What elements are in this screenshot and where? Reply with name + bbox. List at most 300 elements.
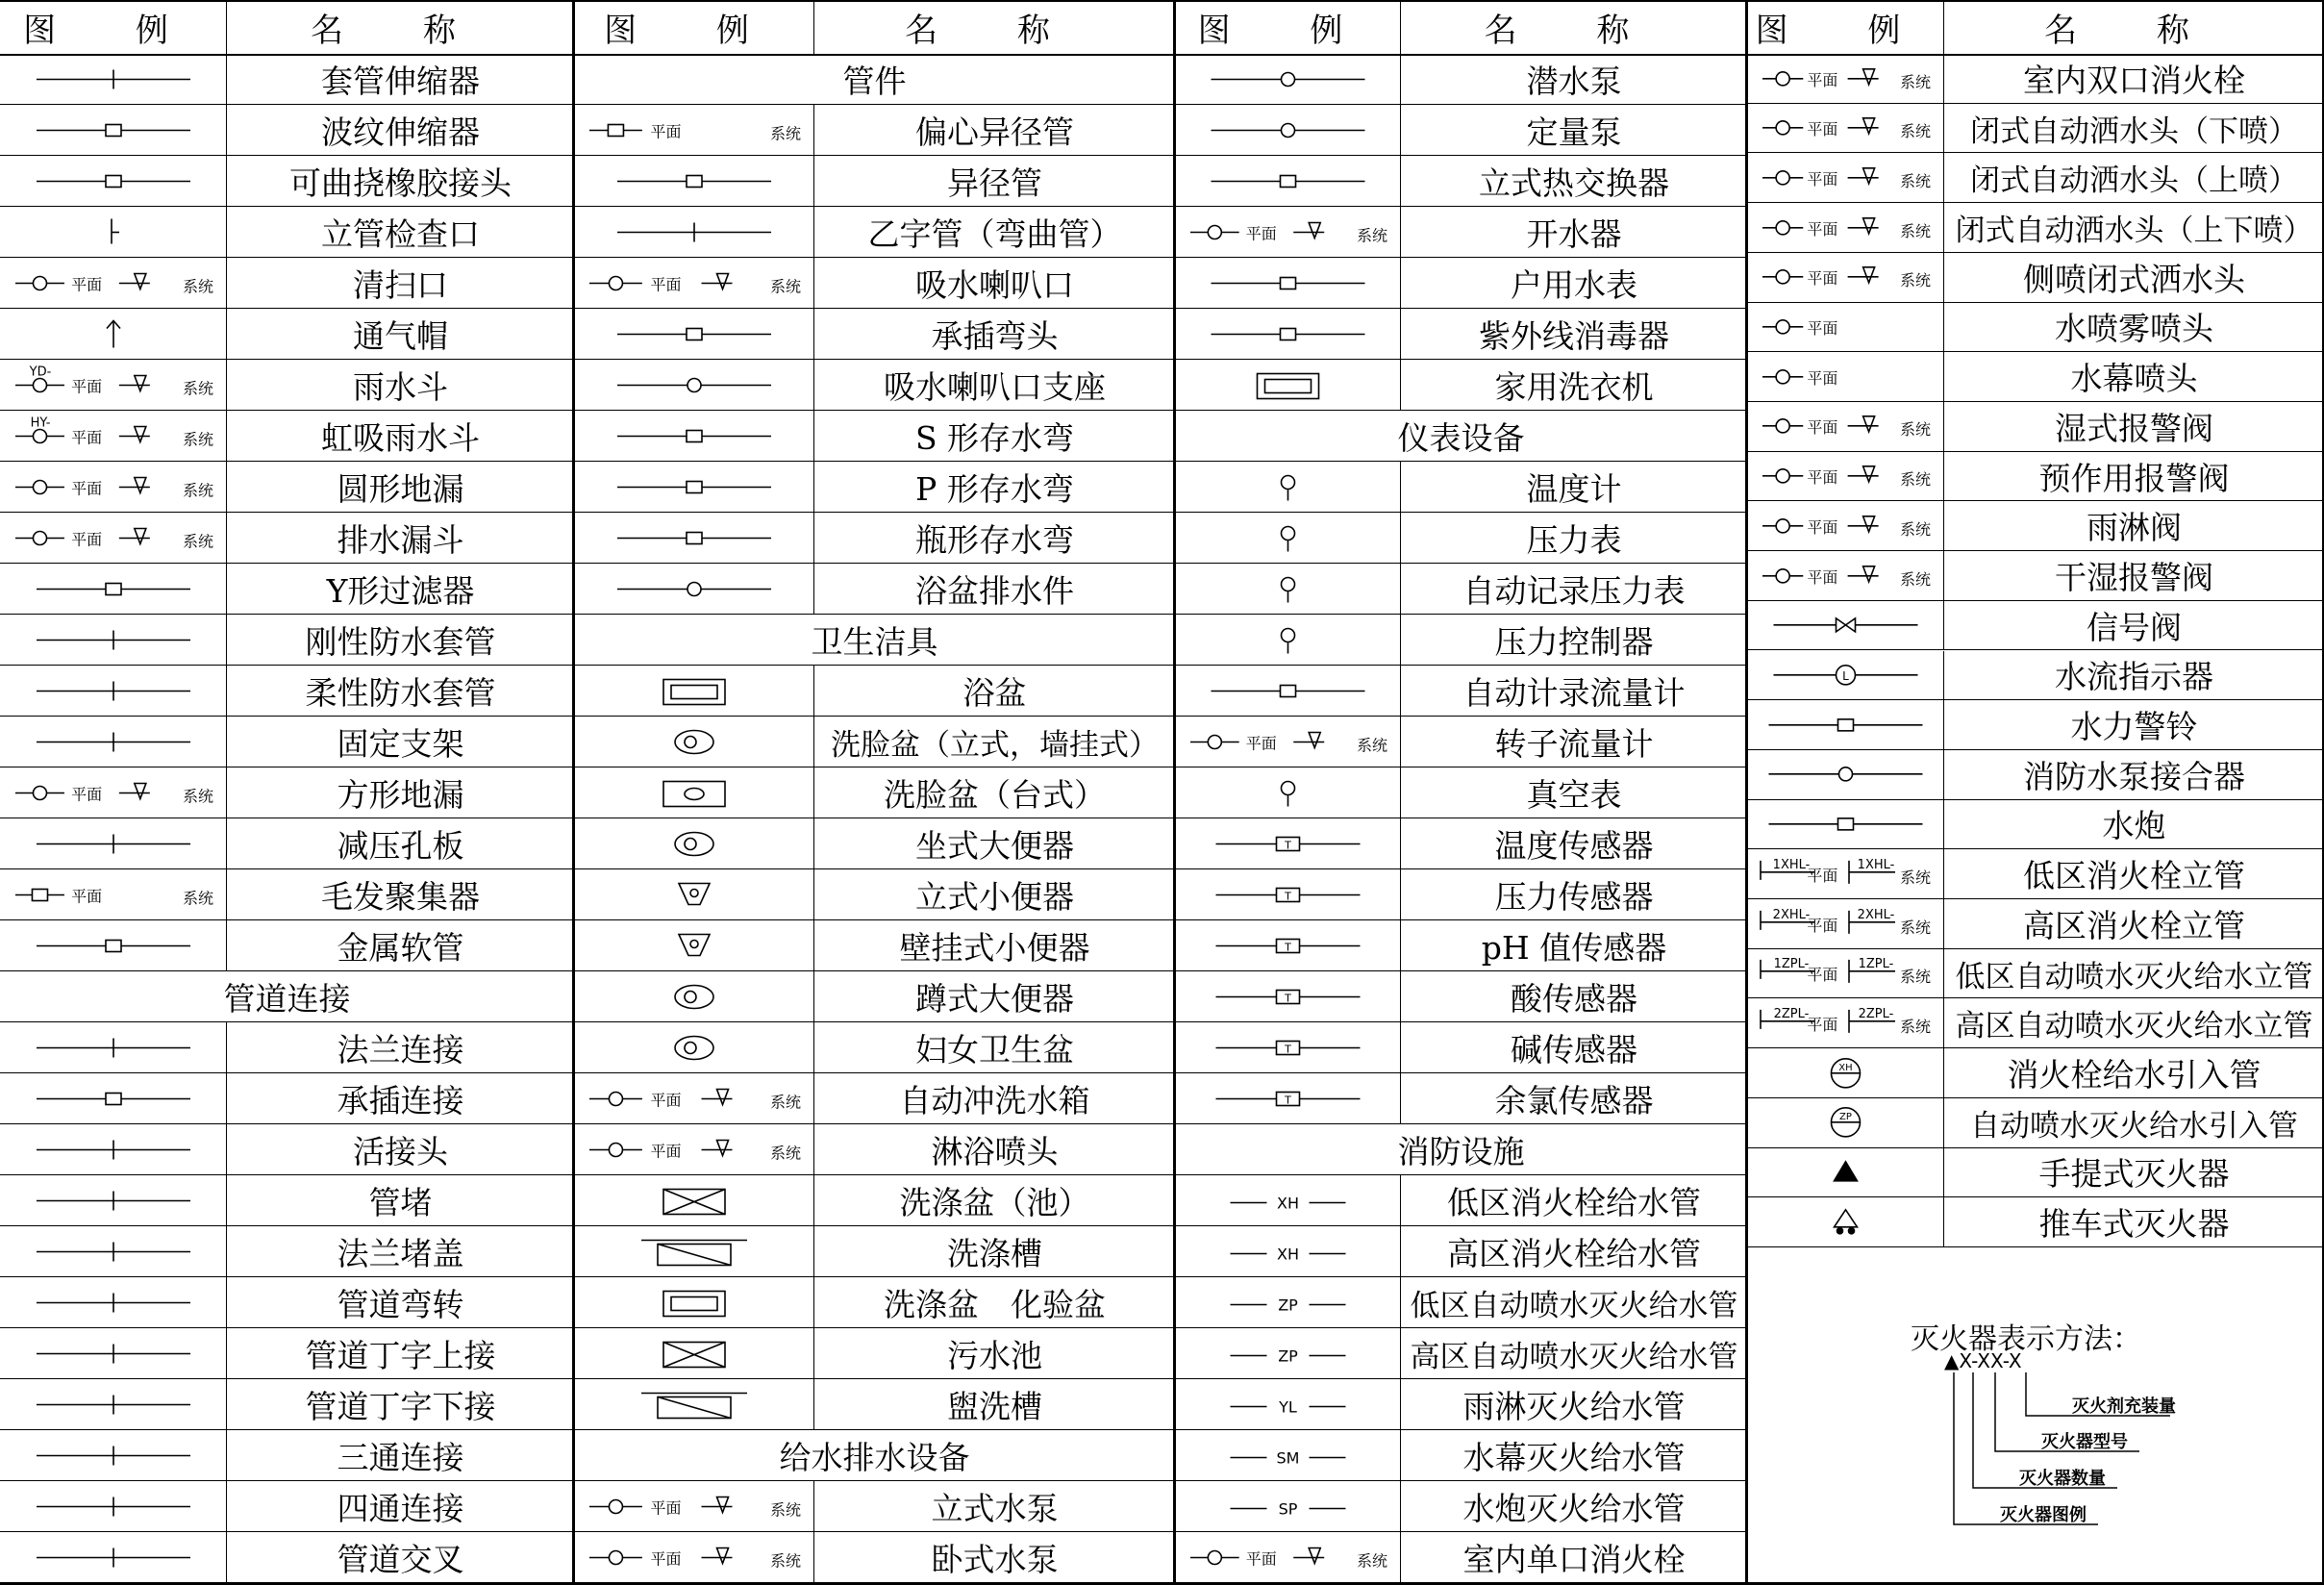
rain-hopper-icon [0, 360, 227, 410]
item-name: 法兰堵盖 [337, 1234, 464, 1272]
item-name: pH 值传感器 [1481, 928, 1667, 967]
legend-row [1175, 1532, 1747, 1583]
svg-text:系统: 系统 [1356, 736, 1387, 754]
squat-toilet-icon [574, 971, 814, 1021]
item-name: 承插连接 [337, 1081, 464, 1120]
pedestal-basin-icon [574, 717, 814, 767]
legend-row [1747, 104, 2324, 154]
legend-row [574, 1073, 1175, 1124]
svg-text:XH: XH [1837, 1062, 1853, 1073]
tee-connection-icon [0, 1430, 227, 1480]
deluge-valve-icon [1747, 501, 1944, 550]
legend-row [0, 1277, 574, 1328]
signal-valve-icon [1747, 601, 1944, 650]
item-name: 洗涤盆 化验盆 [884, 1285, 1106, 1323]
legend-row [574, 971, 1175, 1022]
svg-text:HY-: HY- [30, 415, 50, 430]
flow-indicator-icon [1747, 651, 1944, 700]
svg-text:系统: 系统 [1899, 271, 1931, 290]
item-name: 压力传感器 [1494, 877, 1654, 916]
legend-row [0, 1226, 574, 1277]
notation-leader-lines [1747, 1247, 2324, 1584]
svg-text:T: T [1284, 1094, 1291, 1106]
svg-text:平面: 平面 [70, 785, 102, 803]
inlet-pipe-icon [1747, 1048, 1944, 1097]
wall-urinal-icon [574, 920, 814, 970]
svg-text:平面: 平面 [649, 1549, 681, 1568]
item-name: 真空表 [1526, 775, 1622, 814]
wet-alarm-valve-icon [1747, 402, 1944, 451]
svg-text:平面: 平面 [1806, 368, 1837, 388]
notation-label: 灭火器图例 [2000, 1505, 2087, 1525]
item-name: 异径管 [947, 164, 1042, 202]
item-name: 承插弯头 [931, 316, 1059, 355]
item-name: 三通连接 [337, 1438, 464, 1476]
bidet-icon [574, 1022, 814, 1072]
sink-icon [574, 1175, 814, 1225]
legend-row [1747, 501, 2324, 551]
svg-text:系统: 系统 [182, 532, 213, 550]
item-name: 转子流量计 [1494, 724, 1654, 763]
item-name: 盥洗槽 [947, 1387, 1042, 1425]
item-name: 湿式报警阀 [2055, 409, 2213, 447]
svg-text:系统: 系统 [769, 277, 801, 295]
dry-wet-valve-icon [1747, 551, 1944, 600]
legend-row [1175, 818, 1747, 869]
metering-pump-icon [1175, 105, 1401, 155]
legend-row [0, 1481, 574, 1532]
thermometer-icon [1175, 462, 1401, 512]
legend-row [1747, 651, 2324, 701]
legend-row [1175, 207, 1747, 258]
legend-row [0, 156, 574, 207]
item-name: 蹲式大便器 [915, 979, 1074, 1018]
item-name: 自动冲洗水箱 [899, 1081, 1090, 1120]
bottle-trap-icon [574, 513, 814, 563]
legend-row [0, 105, 574, 156]
legend-row [0, 1073, 574, 1124]
section-title: 消防设施 [1397, 1132, 1525, 1170]
pipe-code-icon [1175, 1175, 1401, 1225]
item-name: 闭式自动洒水头（下喷） [1970, 113, 2298, 149]
bathtub-icon [574, 666, 814, 716]
square-floor-drain-icon [0, 767, 227, 818]
upright-sprinkler-icon [1747, 153, 1944, 202]
item-name: 低区自动喷水灭火给水立管 [1955, 959, 2313, 994]
socket-connection-icon [0, 1073, 227, 1123]
legend-row [0, 207, 574, 258]
bellows-expansion-joint-icon [0, 105, 227, 155]
item-name: 高区自动喷水灭火给水管 [1410, 1339, 1738, 1374]
svg-text:系统: 系统 [1899, 968, 1931, 987]
item-name: 柔性防水套管 [305, 673, 496, 712]
item-name: 管堵 [368, 1183, 433, 1221]
svg-text:T: T [1284, 941, 1291, 953]
svg-text:平面: 平面 [1806, 120, 1837, 139]
residual-chlorine-sensor-icon [1175, 1073, 1401, 1123]
notation-label: 灭火器型号 [2041, 1432, 2128, 1452]
legend-column-3 [1175, 0, 1747, 1585]
svg-text:系统: 系统 [769, 1144, 801, 1162]
legend-row [1175, 1277, 1747, 1328]
svg-text:平面: 平面 [70, 428, 102, 446]
svg-text:系统: 系统 [769, 1500, 801, 1519]
flush-tank-icon [574, 1073, 814, 1123]
legend-row [574, 1226, 1175, 1277]
legend-row [1175, 258, 1747, 309]
svg-text:系统: 系统 [1899, 918, 1931, 937]
riser-icon [1747, 849, 1944, 898]
legend-row [0, 258, 574, 309]
svg-text:平面: 平面 [1806, 169, 1837, 189]
svg-text:系统: 系统 [182, 889, 213, 907]
item-name: 定量泵 [1526, 113, 1622, 151]
svg-text:2ZPL-: 2ZPL- [1858, 1006, 1893, 1021]
item-name: 虹吸雨水斗 [321, 418, 480, 457]
drencher-head-icon [1747, 352, 1944, 401]
item-name: 波纹伸缩器 [321, 113, 480, 151]
pendent-sprinkler-icon [1747, 104, 1944, 153]
legend-row [1175, 615, 1747, 666]
double-hydrant-icon [1747, 54, 1944, 103]
svg-text:平面: 平面 [1806, 70, 1837, 89]
svg-text:系统: 系统 [1356, 1551, 1387, 1570]
svg-text:系统: 系统 [1899, 221, 1931, 240]
mop-sink-icon [574, 1328, 814, 1378]
water-boiler-icon [1175, 207, 1401, 257]
offset-bend-icon [574, 207, 814, 257]
item-name: S 形存水弯 [914, 418, 1075, 457]
portable-extinguisher-icon [1747, 1148, 1944, 1197]
cleanout-icon [0, 258, 227, 308]
item-name: 压力控制器 [1494, 622, 1654, 661]
legend-row [0, 54, 574, 105]
legend-row [574, 1481, 1175, 1532]
item-name: 四通连接 [337, 1489, 464, 1527]
legend-row [0, 869, 574, 920]
pipe-code-icon [1175, 1226, 1401, 1276]
name-header: 名 称 [905, 11, 1085, 50]
item-name: 乙字管（弯曲管） [867, 214, 1122, 253]
legend-column-1 [0, 0, 574, 1585]
item-name: 干湿报警阀 [2055, 558, 2213, 596]
svg-text:系统: 系统 [1899, 1017, 1931, 1036]
svg-text:系统: 系统 [1356, 226, 1387, 244]
legend-row [0, 513, 574, 564]
legend-row [574, 920, 1175, 971]
item-name: 家用洗衣机 [1494, 367, 1654, 406]
legend-row [0, 564, 574, 615]
legend-row [574, 869, 1175, 920]
legend-row [1175, 1073, 1747, 1124]
round-floor-drain-icon [0, 462, 227, 512]
svg-text:ZP: ZP [1277, 1346, 1298, 1365]
item-name: P 形存水弯 [915, 469, 1074, 508]
lab-sink-icon [574, 1277, 814, 1327]
legend-row [0, 920, 574, 971]
svg-text:平面: 平面 [1806, 966, 1837, 985]
svg-text:平面: 平面 [1245, 1549, 1277, 1568]
item-name: 坐式大便器 [915, 826, 1074, 865]
alkali-sensor-icon [1175, 1022, 1401, 1072]
svg-text:YL: YL [1278, 1397, 1297, 1416]
svg-text:平面: 平面 [1806, 866, 1837, 885]
legend-row [1175, 920, 1747, 971]
item-name: 酸传感器 [1511, 979, 1637, 1018]
item-name: 浴盆排水件 [915, 571, 1074, 610]
item-name: 水幕喷头 [2070, 360, 2198, 398]
preaction-valve-icon [1747, 452, 1944, 501]
legend-row [574, 462, 1175, 513]
name-header: 名 称 [2044, 11, 2224, 50]
legend-row [1747, 452, 2324, 502]
svg-text:系统: 系统 [1899, 868, 1931, 887]
riser-icon [1747, 998, 1944, 1047]
riser-inspection-port-icon [0, 207, 227, 257]
item-name: 立式热交换器 [1479, 164, 1669, 202]
item-name: 户用水表 [1511, 265, 1637, 304]
item-name: 低区消火栓给水管 [1447, 1183, 1701, 1221]
pipe-plug-icon [0, 1175, 227, 1225]
legend-row [1747, 1148, 2324, 1198]
legend-row [0, 1175, 574, 1226]
legend-row [1747, 899, 2324, 949]
legend-row [0, 462, 574, 513]
recording-pressure-gauge-icon [1175, 564, 1401, 614]
item-name: 浴盆 [962, 673, 1027, 712]
item-name: 推车式灭火器 [2038, 1205, 2230, 1244]
item-name: 吸水喇叭口支座 [884, 367, 1106, 406]
uv-disinfector-icon [1175, 309, 1401, 359]
legend-row [1747, 402, 2324, 452]
item-name: 水炮灭火给水管 [1462, 1489, 1686, 1527]
section-row [574, 615, 1175, 666]
recording-flowmeter-icon [1175, 666, 1401, 716]
item-name: 洗涤槽 [947, 1234, 1042, 1272]
wheeled-extinguisher-icon [1747, 1197, 1944, 1246]
svg-text:SM: SM [1276, 1448, 1299, 1467]
legend-row [1175, 767, 1747, 818]
section-row [1175, 1124, 1747, 1175]
symbol-header: 图 例 [1175, 0, 1401, 54]
union-icon [0, 1124, 227, 1174]
legend-row [1747, 54, 2324, 104]
svg-text:ZP: ZP [1838, 1112, 1852, 1123]
svg-text:系统: 系统 [769, 1093, 801, 1111]
legend-row [0, 818, 574, 869]
svg-text:系统: 系统 [182, 379, 213, 397]
legend-row [1175, 105, 1747, 156]
riser-icon [1747, 949, 1944, 998]
svg-text:系统: 系统 [1899, 72, 1931, 91]
legend-row [574, 818, 1175, 869]
column-header [574, 0, 1175, 54]
legend-row [1175, 971, 1747, 1022]
legend-row [1747, 800, 2324, 850]
horizontal-pump-icon [574, 1532, 814, 1582]
svg-text:系统: 系统 [182, 787, 213, 805]
item-name: 吸水喇叭口 [915, 265, 1074, 304]
svg-text:平面: 平面 [1806, 1015, 1837, 1034]
legend-row [1175, 564, 1747, 615]
legend-row [0, 666, 574, 717]
svg-text:2XHL-: 2XHL- [1772, 907, 1810, 922]
item-name: 毛发聚集器 [321, 877, 480, 916]
pump-connector-icon [1747, 750, 1944, 799]
item-name: 余氯传感器 [1494, 1081, 1654, 1120]
riser-icon [1747, 899, 1944, 948]
item-name: 水力警铃 [2070, 708, 2198, 746]
section-title: 管道连接 [223, 979, 351, 1018]
legend-row [574, 513, 1175, 564]
svg-text:平面: 平面 [1806, 418, 1837, 438]
item-name: 管道弯转 [337, 1285, 464, 1323]
item-name: 方形地漏 [337, 775, 464, 814]
svg-text:系统: 系统 [182, 430, 213, 448]
extinguisher-notation-legend [1747, 1247, 2324, 1583]
suction-bell-icon [574, 258, 814, 308]
item-name: 金属软管 [337, 928, 464, 967]
item-name: 法兰连接 [337, 1030, 464, 1069]
legend-row [0, 1532, 574, 1583]
notation-label: 灭火器数量 [2019, 1469, 2106, 1489]
urinal-icon [574, 869, 814, 919]
vent-cap-icon [0, 309, 227, 359]
legend-row [574, 1532, 1175, 1583]
pipe-code-icon [1175, 1277, 1401, 1327]
legend-row [574, 1022, 1175, 1073]
item-name: 妇女卫生盆 [915, 1030, 1074, 1069]
item-name: 高区消火栓立管 [2023, 906, 2245, 944]
item-name: 室内单口消火栓 [1462, 1540, 1686, 1578]
item-name: 雨淋阀 [2087, 509, 2182, 547]
legend-row [0, 767, 574, 818]
pipe-code-icon [1175, 1481, 1401, 1531]
item-name: 通气帽 [353, 316, 448, 355]
svg-text:系统: 系统 [182, 481, 213, 499]
pipe-code-icon [1175, 1379, 1401, 1429]
pipe-bend-icon [0, 1277, 227, 1327]
pipe-crossing-icon [0, 1532, 227, 1582]
water-gong-icon [1747, 700, 1944, 749]
item-name: 雨水斗 [353, 367, 448, 406]
item-name: 污水池 [947, 1336, 1042, 1374]
metal-hose-icon [0, 920, 227, 970]
svg-text:系统: 系统 [1899, 470, 1931, 490]
legend-row [1175, 717, 1747, 767]
item-name: 洗脸盆（台式） [884, 775, 1106, 814]
legend-row [1747, 700, 2324, 750]
pipe-code-icon [1175, 1328, 1401, 1378]
wash-basin-trough-icon [574, 1379, 814, 1429]
sidewall-sprinkler-icon [1747, 253, 1944, 302]
legend-row [1175, 1430, 1747, 1481]
suction-bell-support-icon [574, 360, 814, 410]
legend-row [1175, 54, 1747, 105]
legend-row [574, 309, 1175, 360]
svg-text:YD-: YD- [29, 365, 51, 379]
rigid-waterproof-sleeve-icon [0, 615, 227, 665]
legend-row [0, 1124, 574, 1175]
item-name: 清扫口 [353, 265, 448, 304]
single-hydrant-icon [1175, 1532, 1401, 1582]
item-name: 偏心异径管 [915, 113, 1074, 151]
notation-code: ▲X-XX-X [1944, 1349, 2022, 1372]
item-name: 闭式自动洒水头（上下喷） [1955, 213, 2313, 248]
item-name: 预作用报警阀 [2038, 459, 2230, 497]
item-name: 低区自动喷水灭火给水管 [1410, 1288, 1738, 1323]
legend-row [574, 717, 1175, 767]
vacuum-gauge-icon [1175, 767, 1401, 818]
s-trap-icon [574, 411, 814, 461]
legend-row [1175, 156, 1747, 207]
pipe-code-icon [1175, 1430, 1401, 1480]
water-meter-icon [1175, 258, 1401, 308]
legend-row [1175, 869, 1747, 920]
legend-row [1747, 253, 2324, 303]
legend-row [574, 411, 1175, 462]
legend-row [574, 666, 1175, 717]
toilet-icon [574, 818, 814, 868]
svg-text:平面: 平面 [649, 1091, 681, 1109]
legend-row [574, 156, 1175, 207]
svg-text:2ZPL-: 2ZPL- [1773, 1006, 1809, 1021]
svg-text:L: L [1841, 668, 1849, 683]
legend-row [1747, 998, 2324, 1048]
item-name: 自动计录流量计 [1462, 673, 1686, 712]
symbol-header: 图 例 [0, 0, 227, 54]
legend-row [574, 1175, 1175, 1226]
siphon-rain-hopper-icon [0, 411, 227, 461]
item-name: 管道交叉 [337, 1540, 464, 1578]
item-name: 管道丁字上接 [305, 1336, 496, 1374]
socket-elbow-icon [574, 309, 814, 359]
legend-row [0, 309, 574, 360]
temperature-sensor-icon [1175, 818, 1401, 868]
svg-text:平面: 平面 [649, 122, 681, 140]
acid-sensor-icon [1175, 971, 1401, 1021]
svg-text:T: T [1284, 1043, 1291, 1055]
item-name: 高区消火栓给水管 [1447, 1234, 1701, 1272]
shower-head-icon [574, 1124, 814, 1174]
legend-row [1747, 153, 2324, 203]
inlet-pipe-icon [1747, 1098, 1944, 1147]
item-name: 立式小便器 [915, 877, 1074, 916]
item-name: 开水器 [1526, 214, 1622, 253]
legend-row [0, 1022, 574, 1073]
section-title: 管件 [842, 62, 907, 100]
hair-collector-icon [0, 869, 227, 919]
item-name: 卧式水泵 [931, 1540, 1059, 1578]
item-name: Y形过滤器 [326, 571, 475, 610]
washing-machine-icon [1175, 360, 1401, 410]
legend-row [574, 207, 1175, 258]
legend-row [1175, 360, 1747, 411]
svg-text:系统: 系统 [1899, 122, 1931, 141]
vertical-pump-icon [574, 1481, 814, 1531]
item-name: 紫外线消毒器 [1479, 316, 1669, 355]
item-name: 室内双口消火栓 [2023, 61, 2245, 99]
item-name: 温度计 [1526, 469, 1622, 508]
legend-row [1175, 666, 1747, 717]
item-name: 洗脸盆（立式，墙挂式） [831, 727, 1159, 763]
tee-down-icon [0, 1379, 227, 1429]
item-name: 水流指示器 [2055, 658, 2213, 696]
item-name: 立管检查口 [321, 214, 480, 253]
item-name: 碱传感器 [1511, 1030, 1637, 1069]
reducer-icon [574, 156, 814, 206]
svg-text:平面: 平面 [1245, 224, 1277, 242]
